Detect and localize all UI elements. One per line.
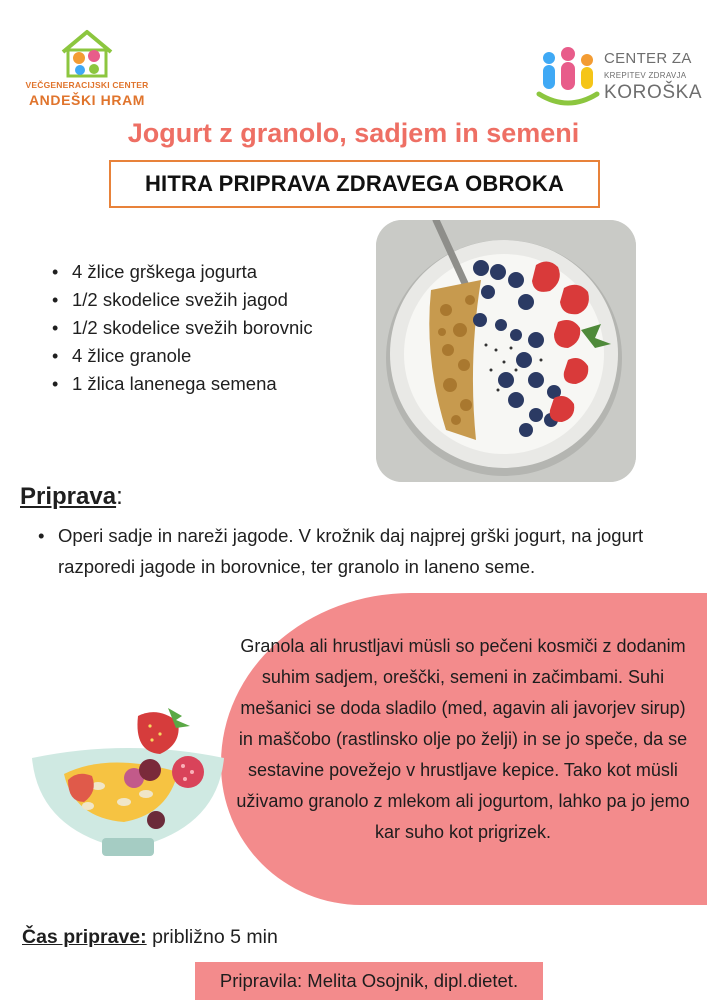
prep-time-value: približno 5 min bbox=[152, 926, 278, 948]
house-family-icon bbox=[57, 28, 117, 78]
logo-right-line3: KOROŠKA bbox=[604, 82, 703, 103]
family-hands-icon bbox=[535, 42, 601, 108]
preparation-heading bbox=[20, 483, 123, 511]
logo-center-koroska bbox=[535, 42, 703, 112]
author-credit-text: Pripravila: Melita Osojnik, dipl.dietet. bbox=[219, 970, 519, 991]
info-box-text: Granola ali hrustljavi müsli so pečeni kosmiči z dodanim suhim sadjem, oreščki, semeni in začimbami. Suhi mešanici se doda sladilo (med, agavin ali javorjev sirup) in maščobo (rastlinsko olje po želji) in se jo speče, da se sestavine povežejo v hrustljave kepice. Tako kot müsli uživamo granolo z mlekom ali jogurtom, lahko pa jo jemo kar suho kot prigrizek. bbox=[236, 636, 690, 842]
granola-bowl-illustration bbox=[28, 702, 228, 867]
logo-right-line1: CENTER ZA bbox=[604, 50, 692, 67]
logo-left-line1: VEČGENERACIJSKI CENTER bbox=[25, 80, 149, 90]
ingredient-item: • 4 žlice granole bbox=[52, 342, 372, 370]
subtitle-box bbox=[109, 160, 600, 208]
ingredient-item: • 1/2 skodelice svežih jagod bbox=[52, 286, 372, 314]
logo-andeski-hram bbox=[22, 28, 152, 110]
ingredient-item: • 4 žlice grškega jogurta bbox=[52, 258, 372, 286]
prep-time-label: Čas priprave: bbox=[22, 926, 147, 948]
logo-left-line2: ANDEŠKI HRAM bbox=[28, 92, 146, 108]
ingredient-item: • 1 žlica lanenega semena bbox=[52, 370, 372, 398]
subtitle-text: HITRA PRIPRAVA ZDRAVEGA OBROKA bbox=[144, 171, 565, 196]
recipe-title: Jogurt z granolo, sadjem in semeni bbox=[127, 118, 580, 148]
preparation-heading-text: Priprava bbox=[20, 483, 117, 510]
prep-time bbox=[22, 926, 278, 949]
yogurt-bowl-photo bbox=[376, 220, 636, 482]
ingredient-list bbox=[52, 258, 372, 398]
preparation-heading-colon: : bbox=[116, 483, 123, 510]
logo-right-line2: KREPITEV ZDRAVJA bbox=[604, 71, 687, 80]
author-credit bbox=[195, 962, 543, 1000]
ingredient-item: • 1/2 skodelice svežih borovnic bbox=[52, 314, 372, 342]
preparation-text: • Operi sadje in nareži jagode. V krožnik daj najprej grški jogurt, na jogurt razporedi jagode in borovnice, ter granolo in laneno seme. bbox=[38, 520, 678, 582]
